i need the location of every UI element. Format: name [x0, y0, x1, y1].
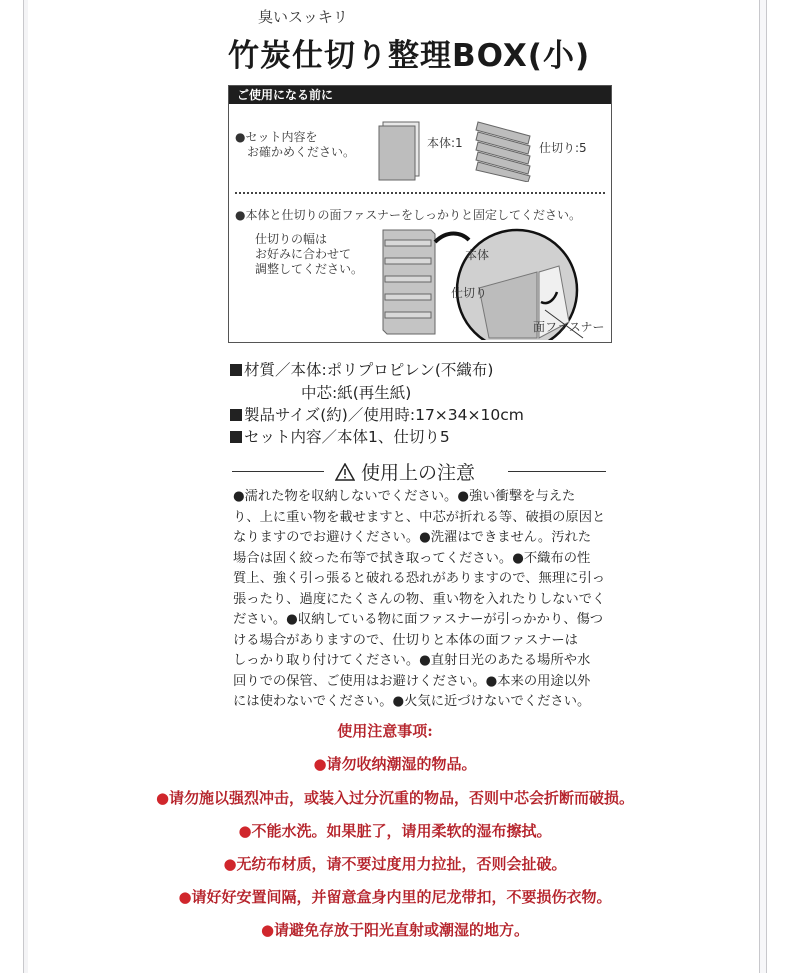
dividers-illustration	[474, 120, 532, 182]
check-contents-note	[235, 130, 355, 160]
cn-note-item	[0, 853, 790, 874]
spec-contents	[230, 425, 450, 447]
caution-line: 回りでの保管、ご使用はお避けください。●本来の用途以外	[233, 673, 591, 689]
spec-core: 中芯:紙(再生紙)	[301, 384, 412, 402]
width-note-line: お好みに合わせて	[255, 247, 352, 261]
caution-line: なりますのでお避けください。●洗濯はできません。汚れた	[233, 530, 592, 545]
cn-note-item	[0, 753, 790, 774]
spec-text: 製品サイズ(約)／使用時:17×34×10cm	[244, 406, 524, 424]
body-count-label: 本体:1	[427, 136, 463, 150]
spec-text: セット内容／本体1、仕切り5	[244, 428, 450, 446]
warning-triangle-icon	[335, 463, 355, 481]
box-body-illustration	[377, 120, 421, 182]
cn-note-item	[0, 820, 790, 841]
dotted-divider	[235, 192, 605, 194]
cn-note-text: 无纺布材质，请不要过度用力拉扯，否则会扯破。	[236, 855, 567, 873]
width-note	[255, 232, 363, 277]
callout-body-label: 本体	[465, 248, 490, 262]
check-contents-line: お確かめください。	[247, 145, 356, 159]
caution-line: ださい。●収納している物に面ファスナーが引っかかり、傷つ	[233, 612, 604, 627]
caution-line: 張ったり、過度にたくさんの物、重い物を入れたりしないでく	[233, 591, 606, 607]
width-note-line: 仕切りの幅は	[255, 232, 328, 246]
bullet-dot-icon: ●	[223, 855, 237, 873]
fasten-note: ●本体と仕切りの面ファスナーをしっかりと固定してください。	[235, 208, 581, 222]
cn-note-text: 请勿施以强烈冲击，或装入过分沉重的物品，否则中芯会折断而破损。	[169, 789, 635, 807]
cn-note-text: 请避免存放于阳光直射或潮湿的地方。	[274, 921, 530, 939]
bullet-dot-icon: ●	[260, 921, 275, 939]
cn-note-item	[0, 886, 790, 907]
bullet-dot-icon: ●	[155, 789, 170, 807]
caution-line: 場合は固く絞った布等で拭き取ってください。●不織布の性	[233, 550, 591, 566]
caution-line: ●濡れた物を収納しないでください。●強い衝撃を与えた	[233, 489, 576, 504]
caution-line: ける場合がありますので、仕切りと本体の面ファスナーは	[233, 632, 578, 648]
callout-fastener-label: 面ファスナー	[533, 320, 605, 334]
bullet-dot-icon: ●	[178, 888, 192, 906]
caution-line: には使わないでください。●火気に近づけないでください。	[233, 694, 591, 709]
before-use-heading: ご使用になる前に	[229, 86, 611, 104]
divider-count-label: 仕切り:5	[539, 141, 587, 155]
cn-note-item	[0, 787, 790, 808]
before-use-box	[228, 85, 612, 343]
bullet-square-icon	[230, 431, 242, 443]
rule-left	[232, 471, 324, 472]
cn-notes-title: 使用注意事项:	[337, 722, 433, 740]
caution-line: しっかり取り付けてください。●直射日光のあたる場所や水	[233, 653, 591, 668]
spec-size	[230, 403, 524, 425]
cn-note-text: 请好好安置间隔，并留意盒身内里的尼龙带扣，不要损伤衣物。	[191, 888, 612, 906]
product-title: 竹炭仕切り整理BOX(小)	[228, 38, 591, 74]
width-note-line: 調整してください。	[255, 262, 364, 276]
caution-line: 質上、強く引っ張ると破れる恐れがありますので、無理に引っ	[233, 571, 606, 586]
bullet-dot-icon: ●	[313, 755, 327, 773]
caution-heading	[230, 458, 608, 484]
spec-material	[230, 358, 493, 380]
bullet-square-icon	[230, 409, 242, 421]
caution-title: 使用上の注意	[361, 462, 476, 484]
bullet-dot-icon: ●	[238, 822, 252, 840]
caution-heading-label	[335, 458, 475, 485]
callout-divider-label: 仕切り	[451, 286, 488, 300]
product-subtitle: 臭いスッキリ	[258, 8, 348, 26]
caution-line: り、上に重い物を載せますと、中芯が折れる等、破損の原因と	[233, 509, 606, 525]
check-contents-line: ●セット内容を	[235, 130, 318, 144]
spec-text: 材質／本体:ポリプロピレン(不織布)	[244, 361, 494, 379]
cn-note-text: 请勿收纳潮湿的物品。	[326, 755, 477, 773]
rule-right	[508, 471, 606, 472]
caution-body	[233, 487, 611, 713]
cn-note-text: 不能水洗。如果脏了，请用柔软的湿布擦拭。	[251, 822, 552, 840]
cn-note-item	[0, 919, 790, 940]
bullet-square-icon	[230, 364, 242, 376]
